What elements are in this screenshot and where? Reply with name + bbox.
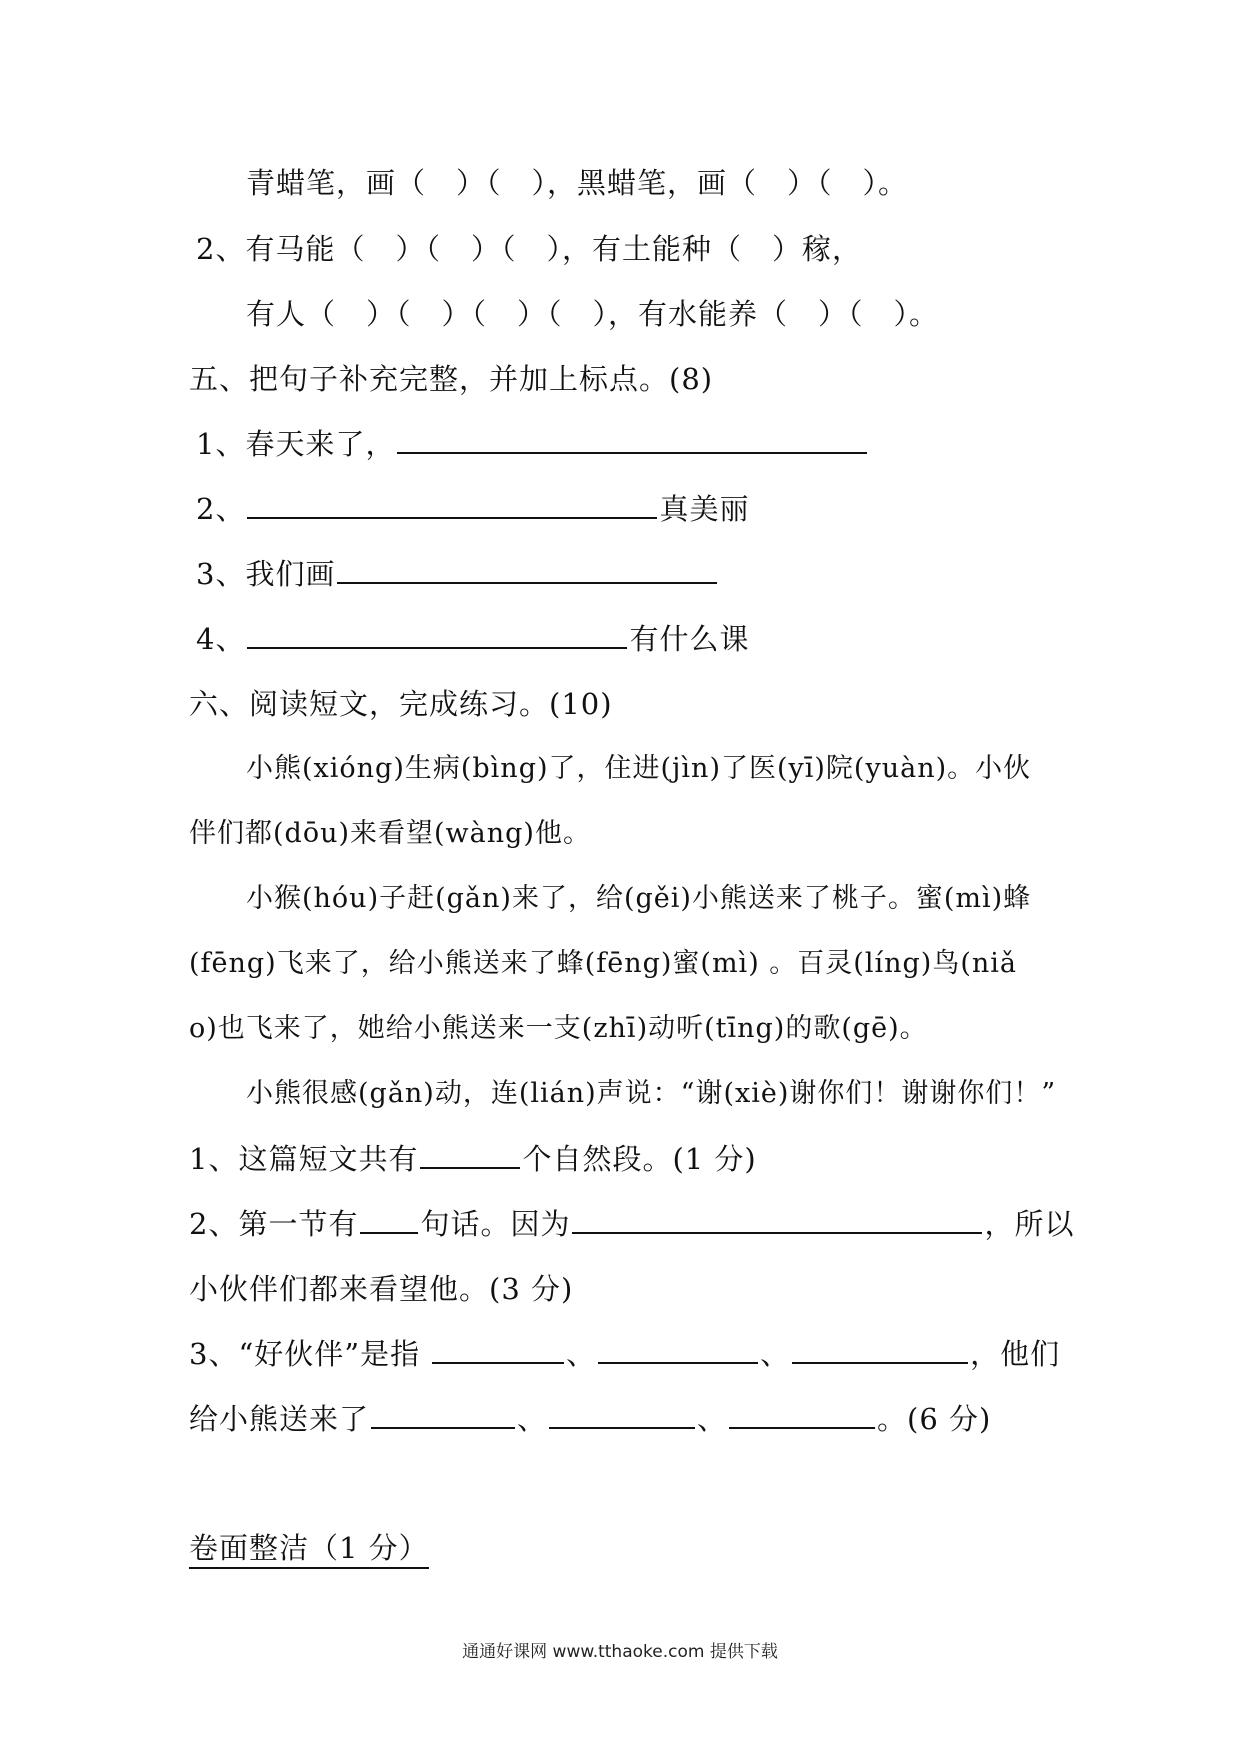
fill-line-radicals-1: 2、有马能（ ）（ ）（ ），有土能种（ ）稼， (196, 232, 862, 266)
passage-p1-line1: 小熊(xióng)生病(bìng)了，住进(jìn)了医(yī)院(yuàn)。小伙 (246, 753, 1032, 784)
passage-p2-line3: o)也飞来了，她给小熊送来一支(zhī)动听(tīng)的歌(gē)。 (189, 1013, 928, 1044)
q3-suffix: ，他们 (970, 1337, 1061, 1371)
gift-2-blank[interactable] (549, 1399, 695, 1429)
q2-prefix: 2、 (196, 492, 246, 526)
q2-text: 2、第一节有 (189, 1207, 359, 1241)
friend-1-blank[interactable] (432, 1334, 564, 1364)
q3-l2-sep-2: 、 (697, 1402, 728, 1436)
section6-q2 (189, 1204, 1074, 1244)
q4-prefix: 4、 (196, 622, 246, 656)
q2-suffix: ，所以 (984, 1207, 1075, 1241)
passage-p3-line1: 小熊很感(gǎn)动，连(lián)声说：“谢(xiè)谢你们！谢谢你们！” (246, 1078, 1057, 1109)
q2-mid-text: 句话。因为 (420, 1207, 571, 1241)
friend-3-blank[interactable] (792, 1334, 968, 1364)
q3-sep-2: 、 (760, 1337, 791, 1371)
q2-answer-blank[interactable] (247, 489, 657, 519)
q3-l2-score: 。(6 分) (877, 1402, 992, 1436)
q2-suffix: 真美丽 (659, 492, 750, 526)
reason-blank[interactable] (572, 1204, 982, 1234)
neatness-text: 卷面整洁（1 分） (189, 1531, 429, 1569)
q3-prefix: 3、我们画 (196, 557, 336, 591)
section6-q3 (189, 1334, 1060, 1374)
section5-title: 五、把句子补充完整，并加上标点。(8) (189, 362, 714, 396)
section6-q1 (189, 1139, 757, 1179)
q4-suffix: 有什么课 (629, 622, 750, 656)
q1-prefix: 1、春天来了， (196, 427, 396, 461)
fill-line-radicals-2: 有人（ ）（ ）（ ）（ ），有水能养（ ）（ ）。 (246, 297, 940, 331)
paragraph-count-blank[interactable] (420, 1139, 520, 1169)
neatness-score (189, 1528, 429, 1568)
section5-q2 (196, 489, 749, 529)
section5-q1 (196, 424, 869, 464)
passage-p2-line1: 小猴(hóu)子赶(gǎn)来了，给(gěi)小熊送来了桃子。蜜(mì)蜂 (246, 883, 1032, 914)
passage-p1-line2: 伴们都(dōu)来看望(wàng)他。 (189, 818, 591, 849)
q1-score: 个自然段。(1 分) (522, 1142, 757, 1176)
q3-sep-1: 、 (566, 1337, 597, 1371)
fill-line-crayons: 青蜡笔，画（ ）（ ），黑蜡笔，画（ ）（ ）。 (246, 166, 909, 200)
q1-text: 1、这篇短文共有 (189, 1142, 419, 1176)
q3-l2-text: 给小熊送来了 (189, 1402, 370, 1436)
q4-answer-blank[interactable] (247, 619, 627, 649)
section5-q3 (196, 554, 719, 594)
section5-q4 (196, 619, 749, 659)
sentence-count-blank[interactable] (360, 1204, 418, 1234)
section6-title: 六、阅读短文，完成练习。(10) (189, 687, 613, 721)
section6-q3-line2 (189, 1399, 991, 1439)
footer-source: 通通好课网 www.tthaoke.com 提供下载 (462, 1642, 778, 1662)
q3-text: 3、“好伙伴”是指 (189, 1337, 421, 1371)
section6-q2-line2: 小伙伴们都来看望他。(3 分) (189, 1272, 574, 1306)
gift-1-blank[interactable] (371, 1399, 515, 1429)
q1-answer-blank[interactable] (397, 424, 867, 454)
q3-answer-blank[interactable] (337, 554, 717, 584)
passage-p2-line2: (fēng)飞来了，给小熊送来了蜂(fēng)蜜(mì) 。百灵(líng)鸟(niǎ (189, 948, 1017, 979)
gift-3-blank[interactable] (729, 1399, 875, 1429)
friend-2-blank[interactable] (598, 1334, 758, 1364)
q3-l2-sep-1: 、 (517, 1402, 548, 1436)
